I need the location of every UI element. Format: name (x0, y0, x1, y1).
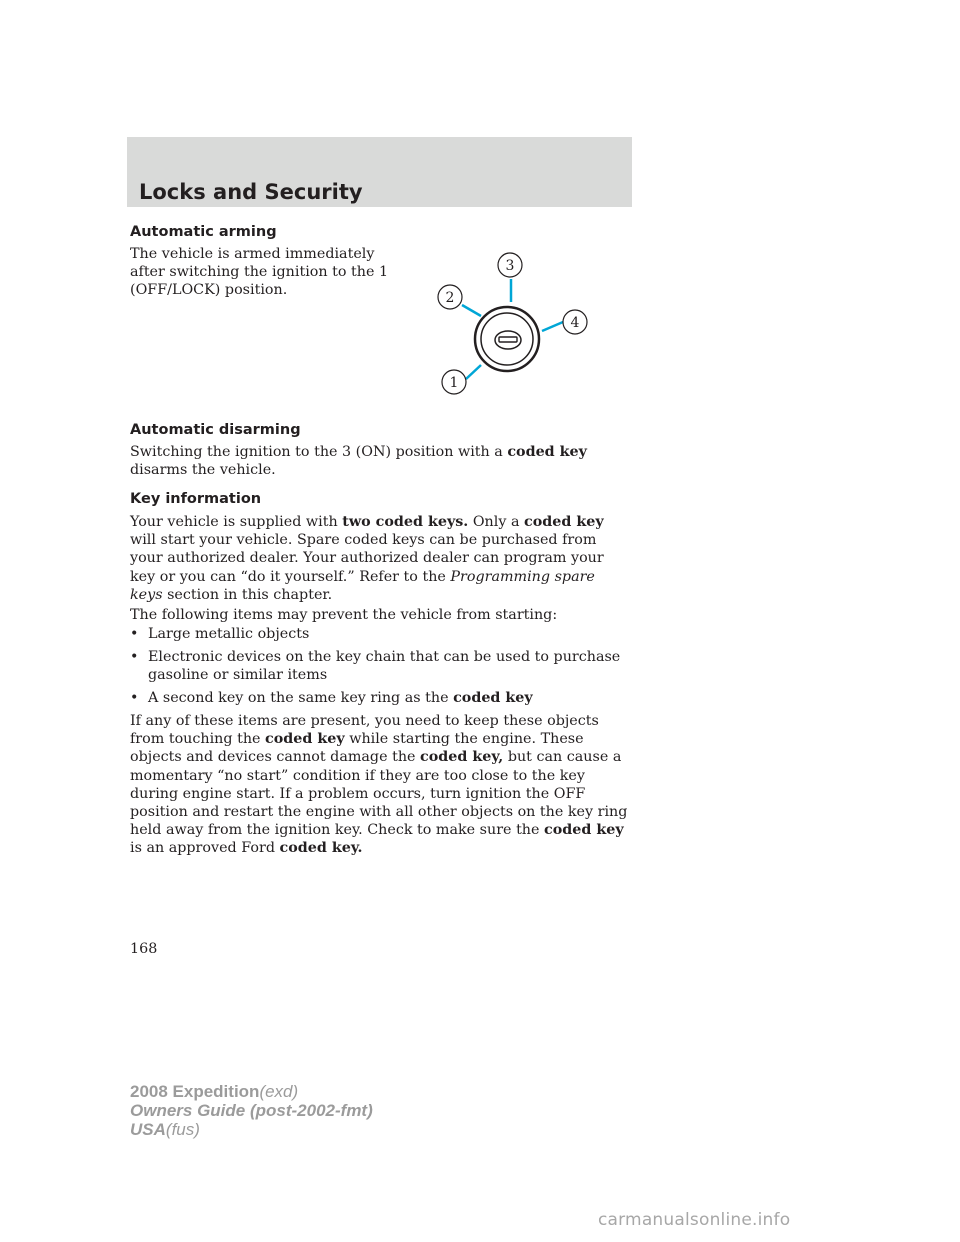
bullet-dot: • (130, 690, 139, 706)
page-number: 168 (130, 941, 158, 957)
ignition-inner-ring (481, 313, 533, 365)
position-label-2: 2 (445, 290, 455, 306)
position-line-4 (542, 322, 563, 331)
bullet-dot: • (130, 626, 139, 642)
ignition-switch-diagram (420, 245, 610, 395)
list-item: • Electronic devices on the key chain that can be used to purchase gasoline or similar items (130, 649, 621, 684)
heading-automatic-arming: Automatic arming (130, 224, 277, 240)
para-automatic-disarming: Switching the ignition to the 3 (ON) position with a coded key disarms the vehicle. (130, 444, 587, 479)
para-automatic-arming: The vehicle is armed immediately after switching the ignition to the 1 (OFF/LOCK) position. (130, 246, 389, 299)
section-title: Locks and Security (139, 180, 363, 204)
emphasis-coded-key: coded key (507, 444, 587, 460)
position-line-2 (462, 305, 481, 316)
crossref-programming-spare-keys: Programming spare keys (130, 568, 595, 603)
watermark: carmanualsonline.info (598, 1210, 791, 1230)
list-item: • Large metallic objects (130, 626, 310, 642)
heading-key-information: Key information (130, 491, 262, 507)
position-line-1 (466, 365, 481, 379)
footer-line-3: USA(fus) (130, 1120, 200, 1139)
heading-automatic-disarming: Automatic disarming (130, 422, 301, 438)
bullet-dot: • (130, 649, 139, 665)
para-key-information-2: The following items may prevent the vehicle from starting: (130, 607, 558, 623)
footer-line-2: Owners Guide (post-2002-fmt) (130, 1101, 373, 1120)
para-key-information-3: If any of these items are present, you need to keep these objects from touching the coded key while starting the engine. These objects and devices cannot damage the coded key, but can cause a momentary “no start” condition if they are too close to the key during engine start. If a problem occurs, turn ignition the OFF position and restart the engine with all other objects on the key ring held away from the ignition key. Check to make sure the coded key is an approved Ford coded key. (130, 713, 628, 857)
footer-line-1: 2008 Expedition(exd) (130, 1082, 299, 1101)
document-footer (130, 1082, 373, 1139)
list-item: • A second key on the same key ring as the coded key (130, 690, 533, 706)
position-label-3: 3 (505, 258, 515, 274)
position-label-1: 1 (449, 375, 459, 391)
para-key-information-1: Your vehicle is supplied with two coded keys. Only a coded key will start your vehicle. Spare coded keys can be purchased from your authorized dealer. Your authorized dealer can program your key or you can “do it yourself.” Refer to the Programming spare keys section in this chapter. (130, 514, 604, 603)
position-label-4: 4 (570, 315, 580, 331)
